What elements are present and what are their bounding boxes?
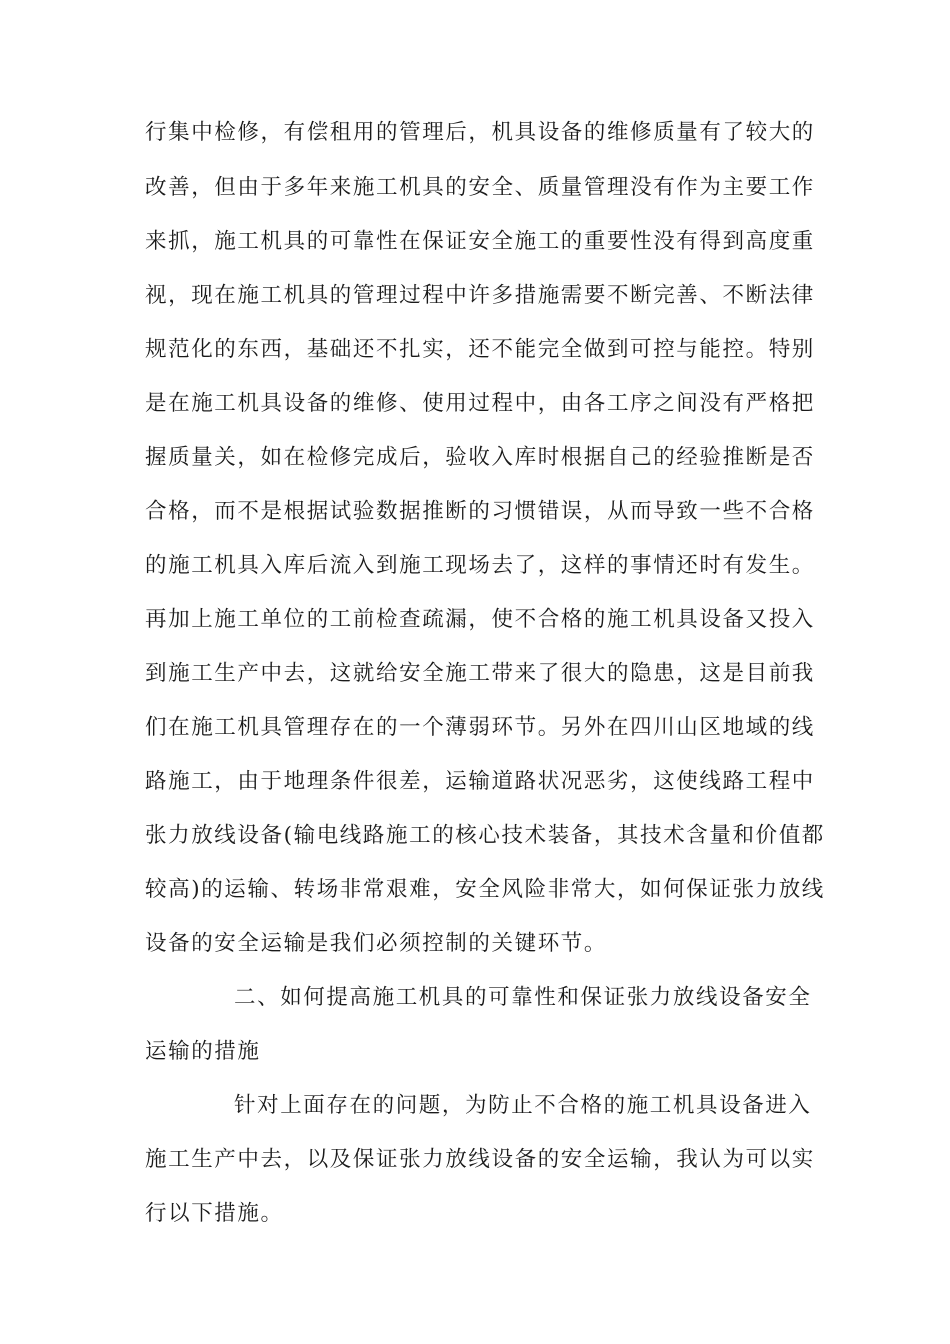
text-line: 合格，而不是根据试验数据推断的习惯错误，从而导致一些不合格 [145,499,815,524]
text-line: 握质量关，如在检修完成后，验收入库时根据自己的经验推断是否 [145,445,815,470]
text-line: 路施工，由于地理条件很差，运输道路状况恶劣，这使线路工程中 [145,769,815,794]
text-line: 张力放线设备(输电线路施工的核心技术装备，其技术含量和价值都 [145,823,825,848]
text-line: 是在施工机具设备的维修、使用过程中，由各工序之间没有严格把 [145,391,815,416]
text-line: 到施工生产中去，这就给安全施工带来了很大的隐患，这是目前我 [145,661,815,686]
text-line: 行以下措施。 [145,1201,284,1226]
text-line: 再加上施工单位的工前检查疏漏，使不合格的施工机具设备又投入 [145,607,815,632]
heading-line: 运输的措施 [145,1039,261,1064]
text-line: 们在施工机具管理存在的一个薄弱环节。另外在四川山区地域的线 [145,715,815,740]
text-line: 视，现在施工机具的管理过程中许多措施需要不断完善、不断法律 [145,283,815,308]
heading-line: 二、如何提高施工机具的可靠性和保证张力放线设备安全 [234,985,812,1010]
text-line: 行集中检修，有偿租用的管理后，机具设备的维修质量有了较大的 [145,120,815,145]
text-line: 较高)的运输、转场非常艰难，安全风险非常大，如何保证张力放线 [145,877,825,902]
text-line: 设备的安全运输是我们必须控制的关键环节。 [145,931,608,956]
text-line: 针对上面存在的问题，为防止不合格的施工机具设备进入 [234,1093,812,1118]
text-line: 改善，但由于多年来施工机具的安全、质量管理没有作为主要工作 [145,175,815,200]
text-line: 施工生产中去，以及保证张力放线设备的安全运输，我认为可以实 [145,1147,815,1172]
text-line: 规范化的东西，基础还不扎实，还不能完全做到可控与能控。特别 [145,337,815,362]
text-line: 的施工机具入库后流入到施工现场去了，这样的事情还时有发生。 [145,553,815,578]
text-line: 来抓，施工机具的可靠性在保证安全施工的重要性没有得到高度重 [145,229,815,254]
